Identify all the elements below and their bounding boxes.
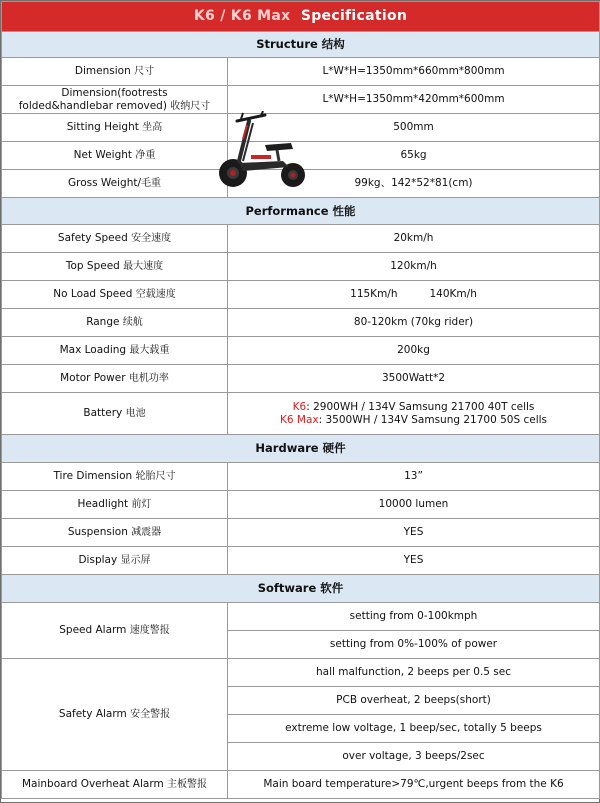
section-title-hardware: Hardware 硬件 <box>2 435 600 463</box>
row-label <box>2 463 228 491</box>
row-label <box>2 309 228 337</box>
row-value: 120km/h <box>228 253 600 281</box>
label-cn: 最大载重 <box>129 345 170 356</box>
table-row <box>2 281 600 309</box>
row-value: extreme low voltage, 1 beep/sec, totally 5 beeps <box>228 715 600 743</box>
section-title-performance: Performance 性能 <box>2 198 600 225</box>
row-label <box>2 58 228 86</box>
label-en: Suspension <box>67 526 132 538</box>
table-row <box>2 337 600 365</box>
label-en: Max Loading <box>59 344 130 356</box>
label-cn: 显示屏 <box>120 555 151 566</box>
row-value: YES <box>228 519 600 547</box>
title-row <box>2 2 600 32</box>
row-value: 13” <box>228 463 600 491</box>
label-en: Dimension <box>74 65 135 77</box>
row-value: PCB overheat, 2 beeps(short) <box>228 687 600 715</box>
label-cn: 安全警报 <box>130 709 171 720</box>
label-cn: 前灯 <box>131 499 152 510</box>
table-row <box>2 519 600 547</box>
row-value: YES <box>228 547 600 575</box>
row-value: L*W*H=1350mm*660mm*800mm <box>228 58 600 86</box>
section-title-software: Software 软件 <box>2 575 600 603</box>
row-value: 200kg <box>228 337 600 365</box>
row-value: over voltage, 3 beeps/2sec <box>228 743 600 771</box>
table-row <box>2 170 600 198</box>
table-row <box>2 491 600 519</box>
label-en: Mainboard Overheat Alarm <box>21 778 168 790</box>
label-cn: 安全速度 <box>131 233 172 244</box>
row-value: setting from 0%-100% of power <box>228 631 600 659</box>
label-en: Headlight <box>77 498 132 510</box>
row-label <box>2 659 228 771</box>
row-value: L*W*H=1350mm*420mm*600mm <box>228 86 600 114</box>
spec-table <box>1 1 600 799</box>
label-cn: 续航 <box>122 317 143 328</box>
battery-spec-k6: : 2900WH / 134V Samsung 21700 40T cells <box>306 400 535 413</box>
table-row <box>2 547 600 575</box>
row-value: 80-120km (70kg rider) <box>228 309 600 337</box>
battery-model-k6: K6 <box>292 400 307 413</box>
label-cn: 速度警报 <box>129 625 170 636</box>
label-en: Net Weight <box>73 149 136 161</box>
row-label <box>2 393 228 435</box>
row-value: setting from 0-100kmph <box>228 603 600 631</box>
label-en: Sitting Height <box>66 121 143 133</box>
label-en: Safety Alarm <box>58 708 131 720</box>
row-label <box>2 491 228 519</box>
row-label <box>2 337 228 365</box>
battery-value <box>228 393 600 435</box>
table-row <box>2 58 600 86</box>
label-en: Speed Alarm <box>59 624 130 636</box>
row-label <box>2 225 228 253</box>
label-cn: 收纳尺寸 <box>170 100 211 112</box>
label-en: Tire Dimension <box>53 470 136 482</box>
row-value: 99kg、142*52*81(cm) <box>228 170 600 198</box>
label-cn: 净重 <box>135 150 156 161</box>
row-label <box>2 170 228 198</box>
row-label <box>2 253 228 281</box>
table-row <box>2 659 600 687</box>
label-cn: 毛重 <box>141 178 162 189</box>
label-cn: 电池 <box>125 408 146 419</box>
value-k6-max: 140Km/h <box>429 288 477 300</box>
table-row <box>2 771 600 799</box>
label-en: Safety Speed <box>57 232 132 244</box>
row-value: 500mm <box>228 114 600 142</box>
label-en-line2: folded&handlebar removed) <box>18 99 171 112</box>
label-en: Display <box>78 554 121 566</box>
row-value <box>228 281 600 309</box>
label-en: Range <box>86 316 123 328</box>
table-row <box>2 463 600 491</box>
table-row <box>2 365 600 393</box>
table-row <box>2 253 600 281</box>
label-en: Gross Weight/ <box>67 177 142 189</box>
table-row <box>2 114 600 142</box>
section-title-structure: Structure 结构 <box>2 32 600 58</box>
label-cn: 电机功率 <box>128 373 169 384</box>
label-cn: 轮胎尺寸 <box>135 471 176 482</box>
section-row-structure <box>2 32 600 58</box>
row-value: Main board temperature>79℃,urgent beeps from the K6 <box>228 771 600 799</box>
label-en: Battery <box>83 407 126 419</box>
row-label <box>2 519 228 547</box>
row-value: 65kg <box>228 142 600 170</box>
title-model: K6 / K6 Max <box>193 8 291 24</box>
table-row <box>2 603 600 631</box>
row-label <box>2 365 228 393</box>
row-label <box>2 86 228 114</box>
table-row <box>2 86 600 114</box>
row-value: 3500Watt*2 <box>228 365 600 393</box>
battery-spec-k6-max: : 3500WH / 134V Samsung 21700 50S cells <box>318 413 548 426</box>
label-cn: 坐高 <box>142 122 163 133</box>
label-en: No Load Speed <box>53 288 136 300</box>
label-en: Top Speed <box>65 260 124 272</box>
title-word: Specification <box>300 8 408 24</box>
page-title <box>2 2 600 32</box>
table-row <box>2 225 600 253</box>
label-cn: 减震器 <box>131 527 162 538</box>
label-cn: 尺寸 <box>134 66 155 77</box>
section-row-performance <box>2 198 600 225</box>
section-row-software <box>2 575 600 603</box>
row-label <box>2 142 228 170</box>
section-row-hardware <box>2 435 600 463</box>
row-value: 10000 lumen <box>228 491 600 519</box>
row-label <box>2 114 228 142</box>
row-label <box>2 771 228 799</box>
value-k6: 115Km/h <box>350 288 398 300</box>
table-row <box>2 309 600 337</box>
row-label <box>2 547 228 575</box>
row-label <box>2 603 228 659</box>
row-value: 20km/h <box>228 225 600 253</box>
table-row <box>2 393 600 435</box>
label-en-line1: Dimension(footrests <box>61 86 168 99</box>
label-cn: 主板警报 <box>167 779 208 790</box>
label-en: Motor Power <box>60 372 129 384</box>
table-row <box>2 142 600 170</box>
battery-model-k6-max: K6 Max <box>279 413 319 426</box>
label-cn: 最大速度 <box>123 261 164 272</box>
row-value: hall malfunction, 2 beeps per 0.5 sec <box>228 659 600 687</box>
row-label <box>2 281 228 309</box>
label-cn: 空载速度 <box>135 289 176 300</box>
